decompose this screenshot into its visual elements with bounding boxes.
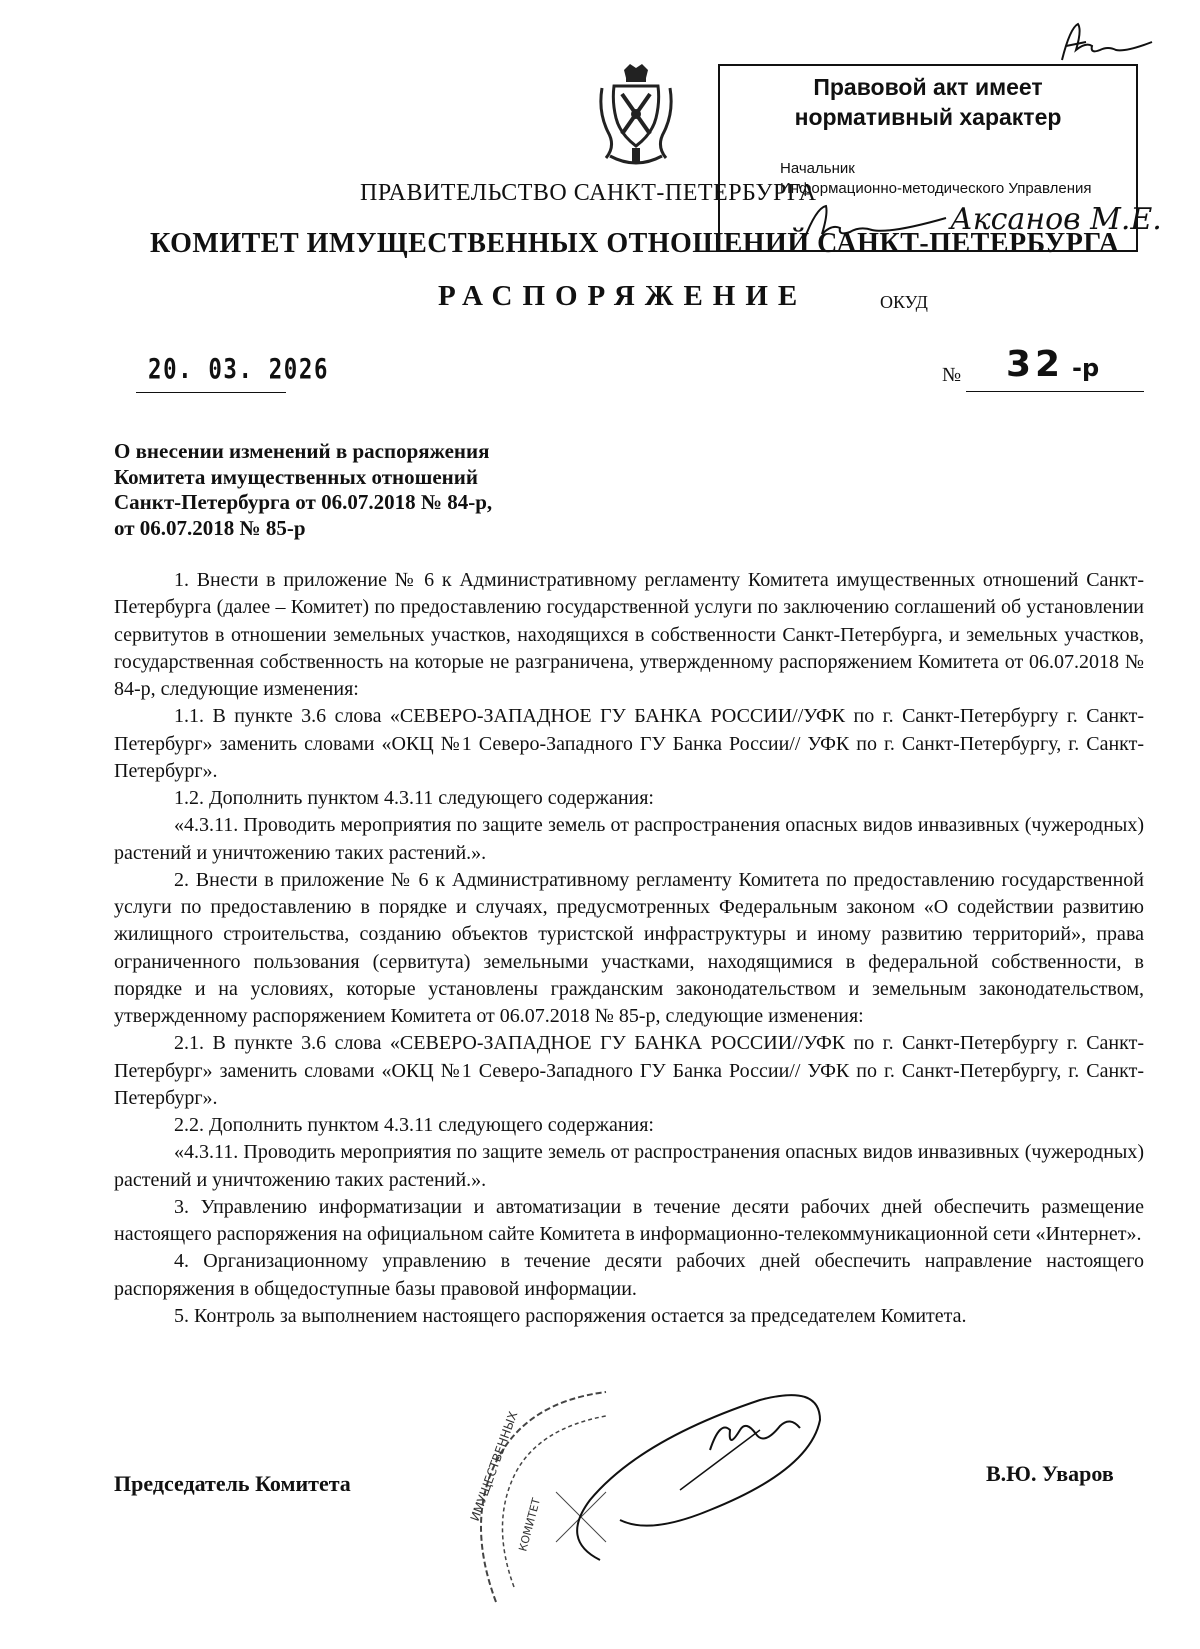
paragraph: 5. Контроль за выполнением настоящего распоряжения остается за председателем Комитета.: [174, 1304, 967, 1327]
subject-line: Санкт-Петербурга от 06.07.2018 № 84-р,: [114, 490, 493, 515]
paragraph: 2. Внести в приложение № 6 к Административному регламенту Комитета по предоставлению государственной услуги по предоставлению в порядке и случаях, предусмотренных Федеральным законом «О содействии развитию жилищного строительства, созданию объектов туристской инфраструктуры и иному развитию территорий», права ограниченного пользования (сервитута) земельными участками, находящимися в федеральной собственности, в порядке и на условиях, которые установлены гражданским законодательством и земельным законодательством, утвержденному распоряжением Комитета от 06.07.2018 № 85-р, следующие изменения:: [114, 868, 1144, 1027]
svg-text:КОМИТЕТ: КОМИТЕТ: [516, 1496, 544, 1553]
handwritten-signature-icon: [560, 1390, 840, 1575]
svg-text:ИМУЩЕСТВЕННЫХ: ИМУЩЕСТВЕННЫХ: [467, 1409, 521, 1524]
document-number-suffix: -р: [1072, 354, 1100, 382]
paragraph: 1.2. Дополнить пунктом 4.3.11 следующего содержания:: [174, 787, 654, 809]
okud-label: ОКУД: [880, 292, 928, 312]
document-subject: [114, 439, 714, 542]
document-body: [114, 567, 1144, 1330]
stamp-position: Начальник: [780, 160, 855, 177]
subject-line: Комитета имущественных отношений: [114, 464, 478, 489]
document-number: 32: [1006, 344, 1065, 385]
stamp-department: Информационно-методического Управления: [780, 180, 1092, 197]
document-type: РАСПОРЯЖЕНИЕ: [438, 280, 808, 312]
paragraph: 1. Внести в приложение № 6 к Административному регламенту Комитета имущественных отношений Санкт-Петербурга (далее – Комитет) по предоставлению государственной услуги по заключению соглашений об установлении сервитутов в отношении земельных участков, находящихся в собственности Санкт-Петербурга, и земельных участков, государственная собственность на которые не разграничена, утвержденному распоряжением Комитета от 06.07.2018 № 84-р, следующие изменения:: [114, 569, 1144, 700]
paragraph: 2.2. Дополнить пунктом 4.3.11 следующего содержания:: [174, 1114, 654, 1136]
stamp-line-1: Правовой акт имеет: [813, 74, 1043, 100]
number-underline: [966, 391, 1144, 392]
signatory-name: В.Ю. Уваров: [986, 1461, 1114, 1486]
document-date: 20. 03. 2026: [148, 352, 330, 385]
subject-line: от 06.07.2018 № 85-р: [114, 516, 306, 541]
coat-of-arms-icon: [596, 62, 676, 170]
paragraph: 1.1. В пункте 3.6 слова «СЕВЕРО-ЗАПАДНОЕ ГУ БАНКА РОССИИ//УФК по г. Санкт-Петербургу г. Санкт-Петербург» заменить словами «ОКЦ №1 Северо-Западного ГУ Банка России// УФК по г. Санкт-Петербургу, г. Санкт-Петербург».: [114, 705, 1144, 782]
paragraph: «4.3.11. Проводить мероприятия по защите земель от распространения опасных видов инвазивных (чужеродных) растений и уничтожению таких растений.».: [114, 1141, 1144, 1191]
paragraph: 3. Управлению информатизации и автоматизации в течение десяти рабочих дней обеспечить размещение настоящего распоряжения на официальном сайте Комитета в информационно-телекоммуникационной сети «Интернет».: [114, 1195, 1144, 1245]
stamp-line-2: нормативный характер: [794, 104, 1062, 130]
subject-line: О внесении изменений в распоряжения: [114, 439, 490, 463]
government-title: ПРАВИТЕЛЬСТВО САНКТ-ПЕТЕРБУРГА: [360, 180, 817, 206]
signatory-position: Председатель Комитета: [114, 1471, 351, 1496]
date-underline: [136, 392, 286, 393]
paragraph: 2.1. В пункте 3.6 слова «СЕВЕРО-ЗАПАДНОЕ ГУ БАНКА РОССИИ//УФК по г. Санкт-Петербургу г. Санкт-Петербург» заменить словами «ОКЦ №1 Северо-Западного ГУ Банка России// УФК по г. Санкт-Петербургу, г. Санкт-Петербург».: [114, 1032, 1144, 1109]
committee-title: КОМИТЕТ ИМУЩЕСТВЕННЫХ ОТНОШЕНИЙ САНКТ-ПЕТЕРБУРГА: [150, 228, 1120, 259]
paragraph: 4. Организационному управлению в течение десяти рабочих дней обеспечить направление настоящего распоряжения в общедоступные базы правовой информации.: [114, 1250, 1144, 1300]
number-label: №: [942, 364, 962, 386]
stamp-handwritten-name: Аксанов М.Е.: [950, 202, 1162, 237]
paragraph: «4.3.11. Проводить мероприятия по защите земель от распространения опасных видов инвазивных (чужеродных) растений и уничтожению таких растений.».: [114, 814, 1144, 864]
